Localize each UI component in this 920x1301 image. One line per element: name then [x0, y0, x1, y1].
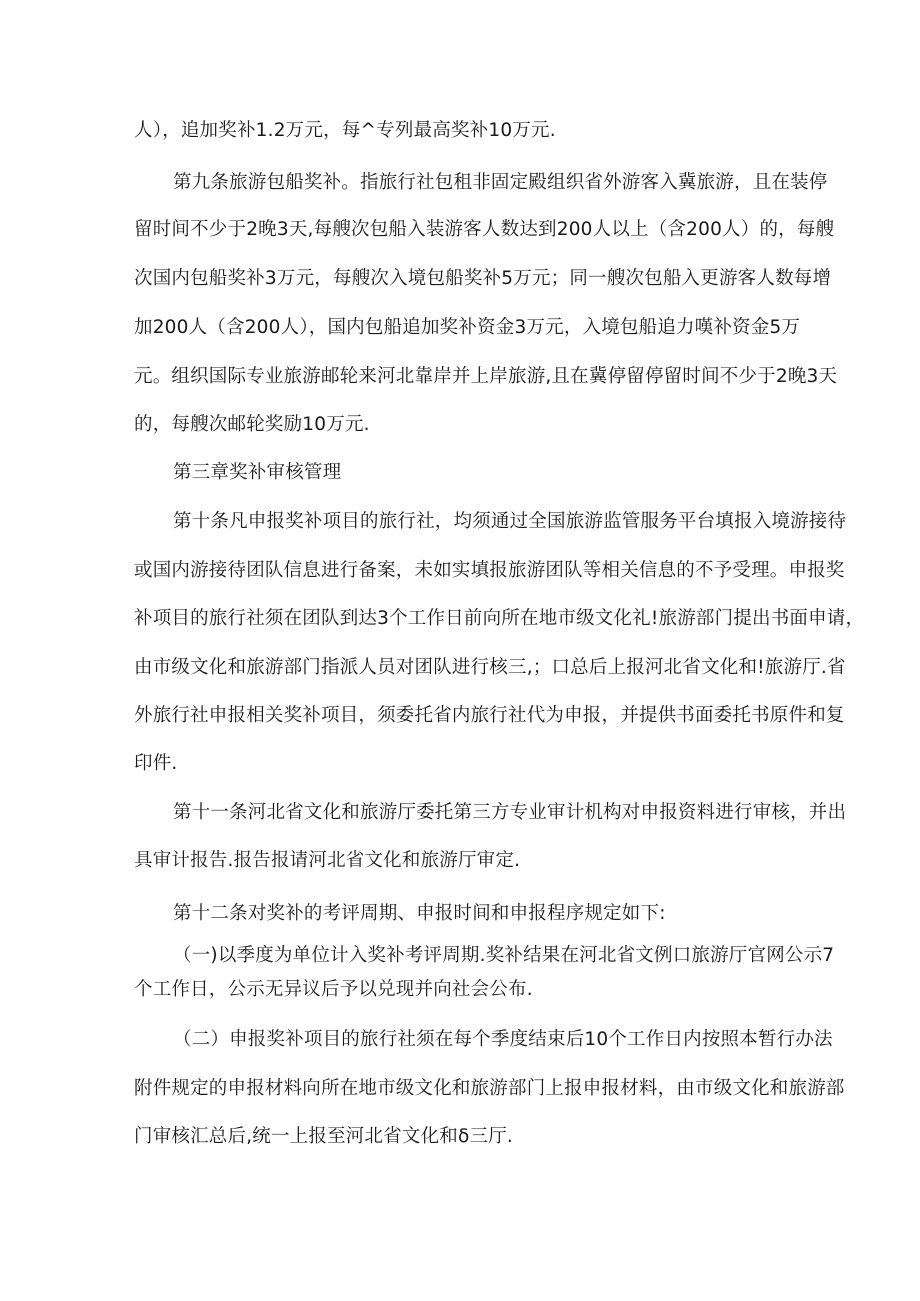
list-item-1-line: （一)以季度为单位计入奖补考评周期.奖补结果在河北省文例口旅游厅官网公示7: [173, 945, 835, 966]
text-line: 补项目的旅行社须在团队到达3个工作日前向所在地市级文化礼!旅游部门提出书面申请，: [134, 608, 865, 629]
text-line: 加200人（含200人），国内包船追加奖补资金3万元，入境包船追力嘆补资金5万: [134, 317, 801, 338]
paragraph-article-9-line: 第九条旅游包船奖补。指旅行社包租非固定殿组织省外游客入冀旅游，且在装停: [173, 172, 828, 193]
text-line: 或国内游接待团队信息进行备案，未如实填报旅游团队等相关信息的不予受理。申报奖: [134, 560, 845, 581]
paragraph-article-12-line: 第十二条对奖补的考评周期、申报时间和申报程序规定如下:: [173, 903, 666, 924]
text-line: 个工作日，公示无异议后予以兑现并向社会公布.: [134, 979, 533, 1000]
chapter-heading: 第三章奖补审核管理: [173, 462, 342, 483]
text-line: 留时间不少于2晚3天,每艘次包船入装游客人数达到200人以上（含200人）的，每艘: [134, 219, 835, 240]
text-line: 的，每艘次邮轮奖励10万元.: [134, 414, 370, 435]
text-line: 外旅行社申报相关奖补项目，须委托省内旅行社代为申报，并提供书面委托书原件和复: [134, 705, 845, 726]
list-item-2-line: （二）申报奖补项目的旅行社须在每个季度结束后10个工作日内按照本暂行办法: [173, 1029, 833, 1050]
text-line: 附件规定的申报材料向所在地市级文化和旅游部门上报申报材料，由市级文化和旅游部: [134, 1078, 845, 1099]
paragraph-article-11-line: 第十一条河北省文化和旅游厅委托第三方专业审计机构对申报资料进行审核，并出: [173, 802, 847, 823]
text-line: 印件.: [134, 753, 178, 774]
text-line: 元。组织国际专业旅游邮轮来河北靠岸并上岸旅游,且在冀停留停留时间不少于2晚3天: [134, 366, 838, 387]
text-line: 由市级文化和旅游部门指派人员对团队进行核三,；口总后上报河北省文化和!旅游厅.省: [134, 657, 846, 678]
text-line: 人），追加奖补1.2万元，每^专列最高奖补10万元.: [134, 120, 556, 141]
text-line: 具审计报告.报告报请河北省文化和旅游厅审定.: [134, 850, 521, 871]
text-line: 门审核汇总后,统一上报至河北省文化和δ三厅.: [134, 1126, 513, 1147]
text-line: 次国内包船奖补3万元，每艘次入境包船奖补5万元；同一艘次包船入更游客人数每增: [134, 268, 832, 289]
paragraph-article-10-line: 第十条凡申报奖补项目的旅行社，均须通过全国旅游监管服务平台填报入境游接待: [173, 511, 847, 532]
